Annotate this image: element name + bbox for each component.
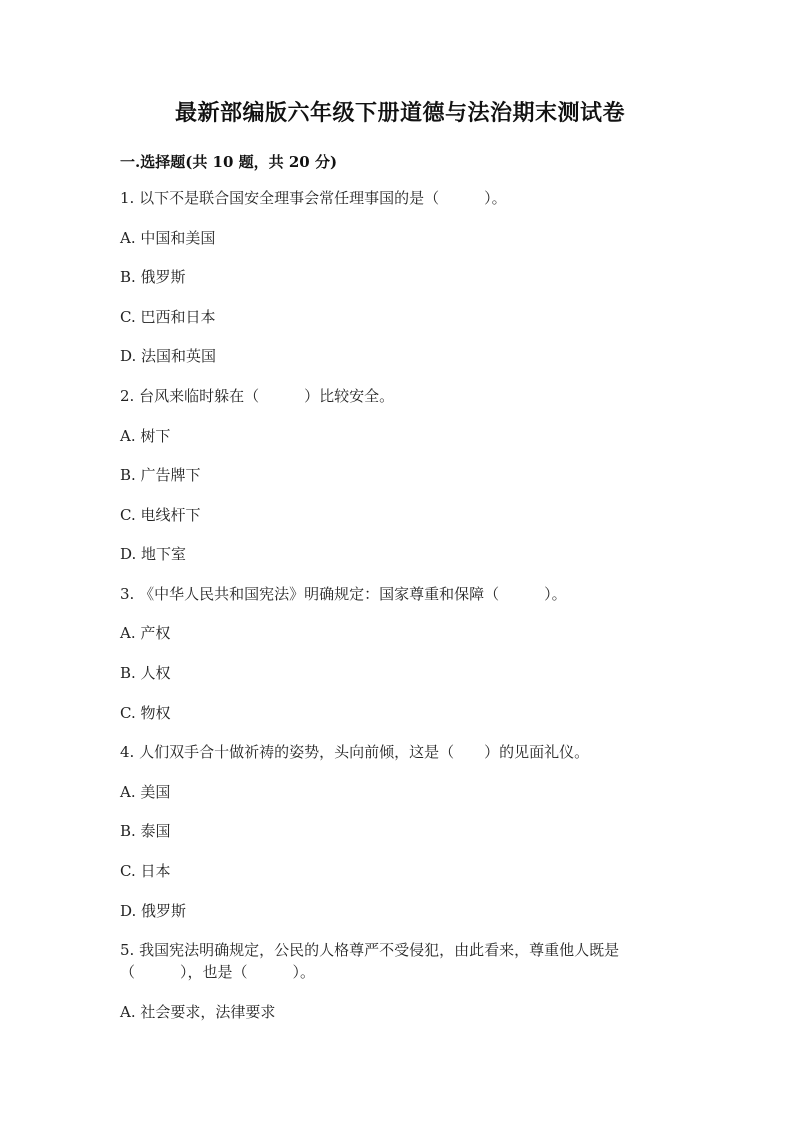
section-heading: 一.选择题(共 10 题，共 20 分) (120, 153, 338, 171)
question-5-stem-line-2: （ ），也是（ ）。 (120, 963, 316, 981)
question-3-option-a: A. 产权 (120, 624, 171, 642)
question-2-stem: 2. 台风来临时躲在（ ）比较安全。 (120, 387, 395, 405)
question-1-option-c: C. 巴西和日本 (120, 308, 216, 326)
question-5-option-a: A. 社会要求，法律要求 (120, 1003, 276, 1021)
question-2-option-c: C. 电线杆下 (120, 506, 201, 524)
page-title: 最新部编版六年级下册道德与法治期末测试卷 (174, 100, 625, 126)
question-2-option-a: A. 树下 (120, 427, 171, 445)
question-4-option-d: D. 俄罗斯 (120, 902, 187, 920)
question-4-stem: 4. 人们双手合十做祈祷的姿势，头向前倾，这是（ ）的见面礼仪。 (120, 743, 590, 761)
question-1-stem: 1. 以下不是联合国安全理事会常任理事国的是（ ）。 (120, 189, 507, 207)
question-3-option-c: C. 物权 (120, 704, 171, 722)
question-1-option-d: D. 法国和英国 (120, 347, 217, 365)
question-4-option-a: A. 美国 (120, 783, 171, 801)
question-2-option-d: D. 地下室 (120, 545, 187, 563)
question-2-option-b: B. 广告牌下 (120, 466, 201, 484)
question-3-stem: 3. 《中华人民共和国宪法》明确规定：国家尊重和保障（ ）。 (120, 585, 567, 603)
question-3-option-b: B. 人权 (120, 664, 171, 682)
question-4-option-c: C. 日本 (120, 862, 171, 880)
question-4-option-b: B. 泰国 (120, 822, 171, 840)
question-5-stem-line-1: 5. 我国宪法明确规定，公民的人格尊严不受侵犯，由此看来，尊重他人既是 (120, 941, 620, 959)
question-1-option-a: A. 中国和美国 (120, 229, 216, 247)
question-1-option-b: B. 俄罗斯 (120, 268, 186, 286)
